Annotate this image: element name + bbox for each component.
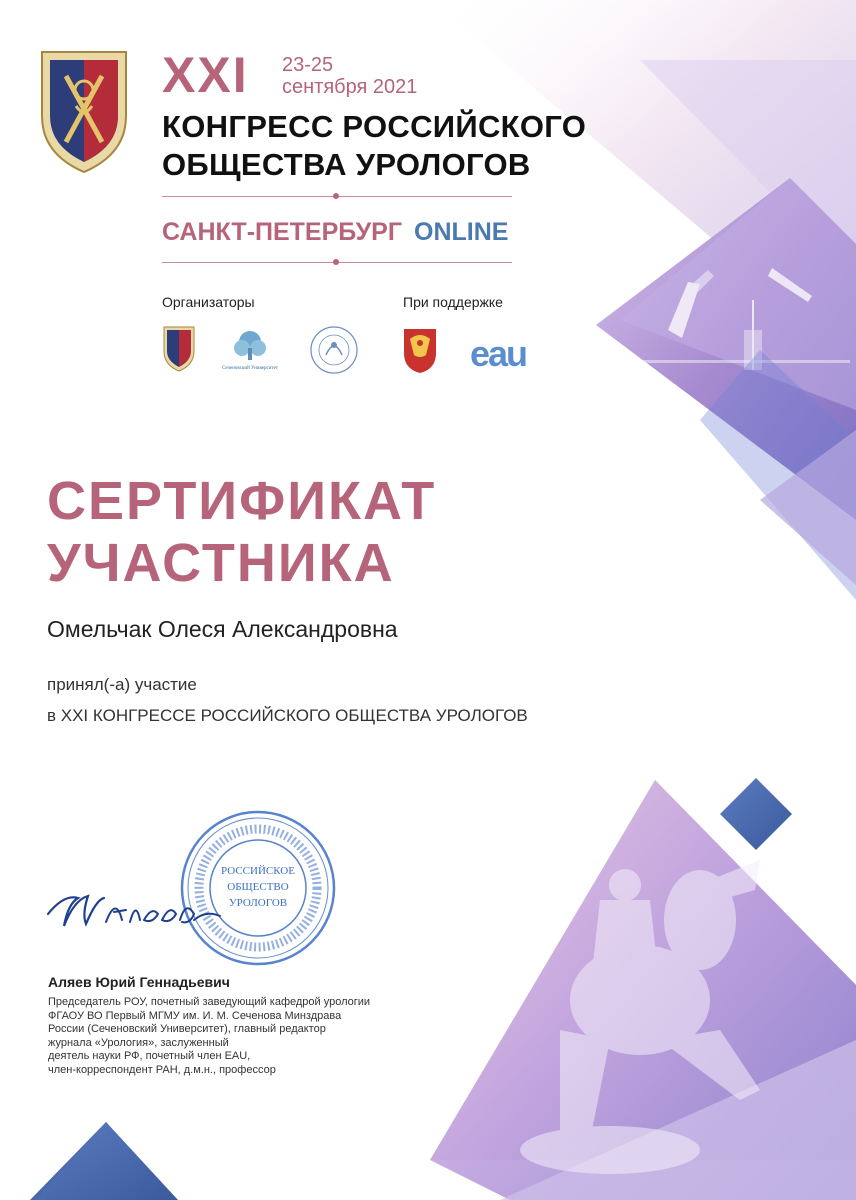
signer-position-line: деятель науки РФ, почетный член EAU,: [48, 1050, 251, 1062]
format-label: ONLINE: [414, 218, 509, 246]
certificate-title-line2: УЧАСТНИКА: [47, 533, 395, 593]
congress-title: [162, 108, 586, 184]
congress-number: XXI: [162, 47, 249, 103]
signer-position-line: Председатель РОУ, почетный заведующий кафедрой урологии: [48, 996, 371, 1008]
eau-logo-text: eau: [470, 333, 527, 374]
ministry-emblem: [400, 325, 440, 375]
participant-name: Омельчак Олеся Александровна: [47, 616, 398, 642]
medical-academy-logo: [308, 325, 360, 375]
stamp-line3: УРОЛОГОВ: [228, 897, 288, 909]
society-logo: [36, 46, 132, 176]
sechenov-logo-text: Сеченовский Университет: [222, 366, 278, 371]
certificate-title: [47, 470, 436, 594]
organizers-label: Организаторы: [162, 294, 255, 310]
sechenov-university-logo: [222, 328, 278, 376]
eau-logo: [470, 333, 546, 374]
divider-bottom: [162, 262, 512, 263]
signature: [44, 880, 224, 940]
signer-position-line: член-корреспондент РАН, д.м.н., профессор: [48, 1063, 276, 1076]
congress-title-line1: КОНГРЕСС РОССИЙСКОГО: [162, 109, 587, 144]
certificate-title-line1: СЕРТИФИКАТ: [47, 471, 437, 531]
dates-days: 23-25: [282, 54, 334, 76]
location-line: [162, 217, 508, 247]
signer-position: [48, 996, 438, 1077]
participation-text: принял(-а) участие: [47, 675, 197, 694]
congress-dates: [282, 54, 417, 98]
event-name: в XXI КОНГРЕССЕ РОССИЙСКОГО ОБЩЕСТВА УРОЛОГОВ: [47, 706, 528, 725]
signer-position-line: России (Сеченовский Университет), главный редактор: [48, 1023, 326, 1035]
signer-position-line: журнала «Урология», заслуженный: [48, 1036, 229, 1049]
divider-top: [162, 196, 512, 197]
support-label: При поддержке: [403, 294, 503, 310]
signer-position-line: ФГАОУ ВО Первый МГМУ им. И. М. Сеченова Минздрава: [48, 1009, 342, 1022]
congress-title-line2: ОБЩЕСТВА УРОЛОГОВ: [162, 147, 531, 182]
dates-month-year: сентября 2021: [282, 76, 418, 98]
signer-name: Аляев Юрий Геннадьевич: [48, 974, 230, 990]
stamp-line1: РОССИЙСКОЕ: [221, 865, 295, 877]
society-small-logo: [162, 325, 196, 373]
stamp-line2: ОБЩЕСТВО: [227, 881, 289, 893]
city-name: САНКТ-ПЕТЕРБУРГ: [162, 218, 403, 246]
